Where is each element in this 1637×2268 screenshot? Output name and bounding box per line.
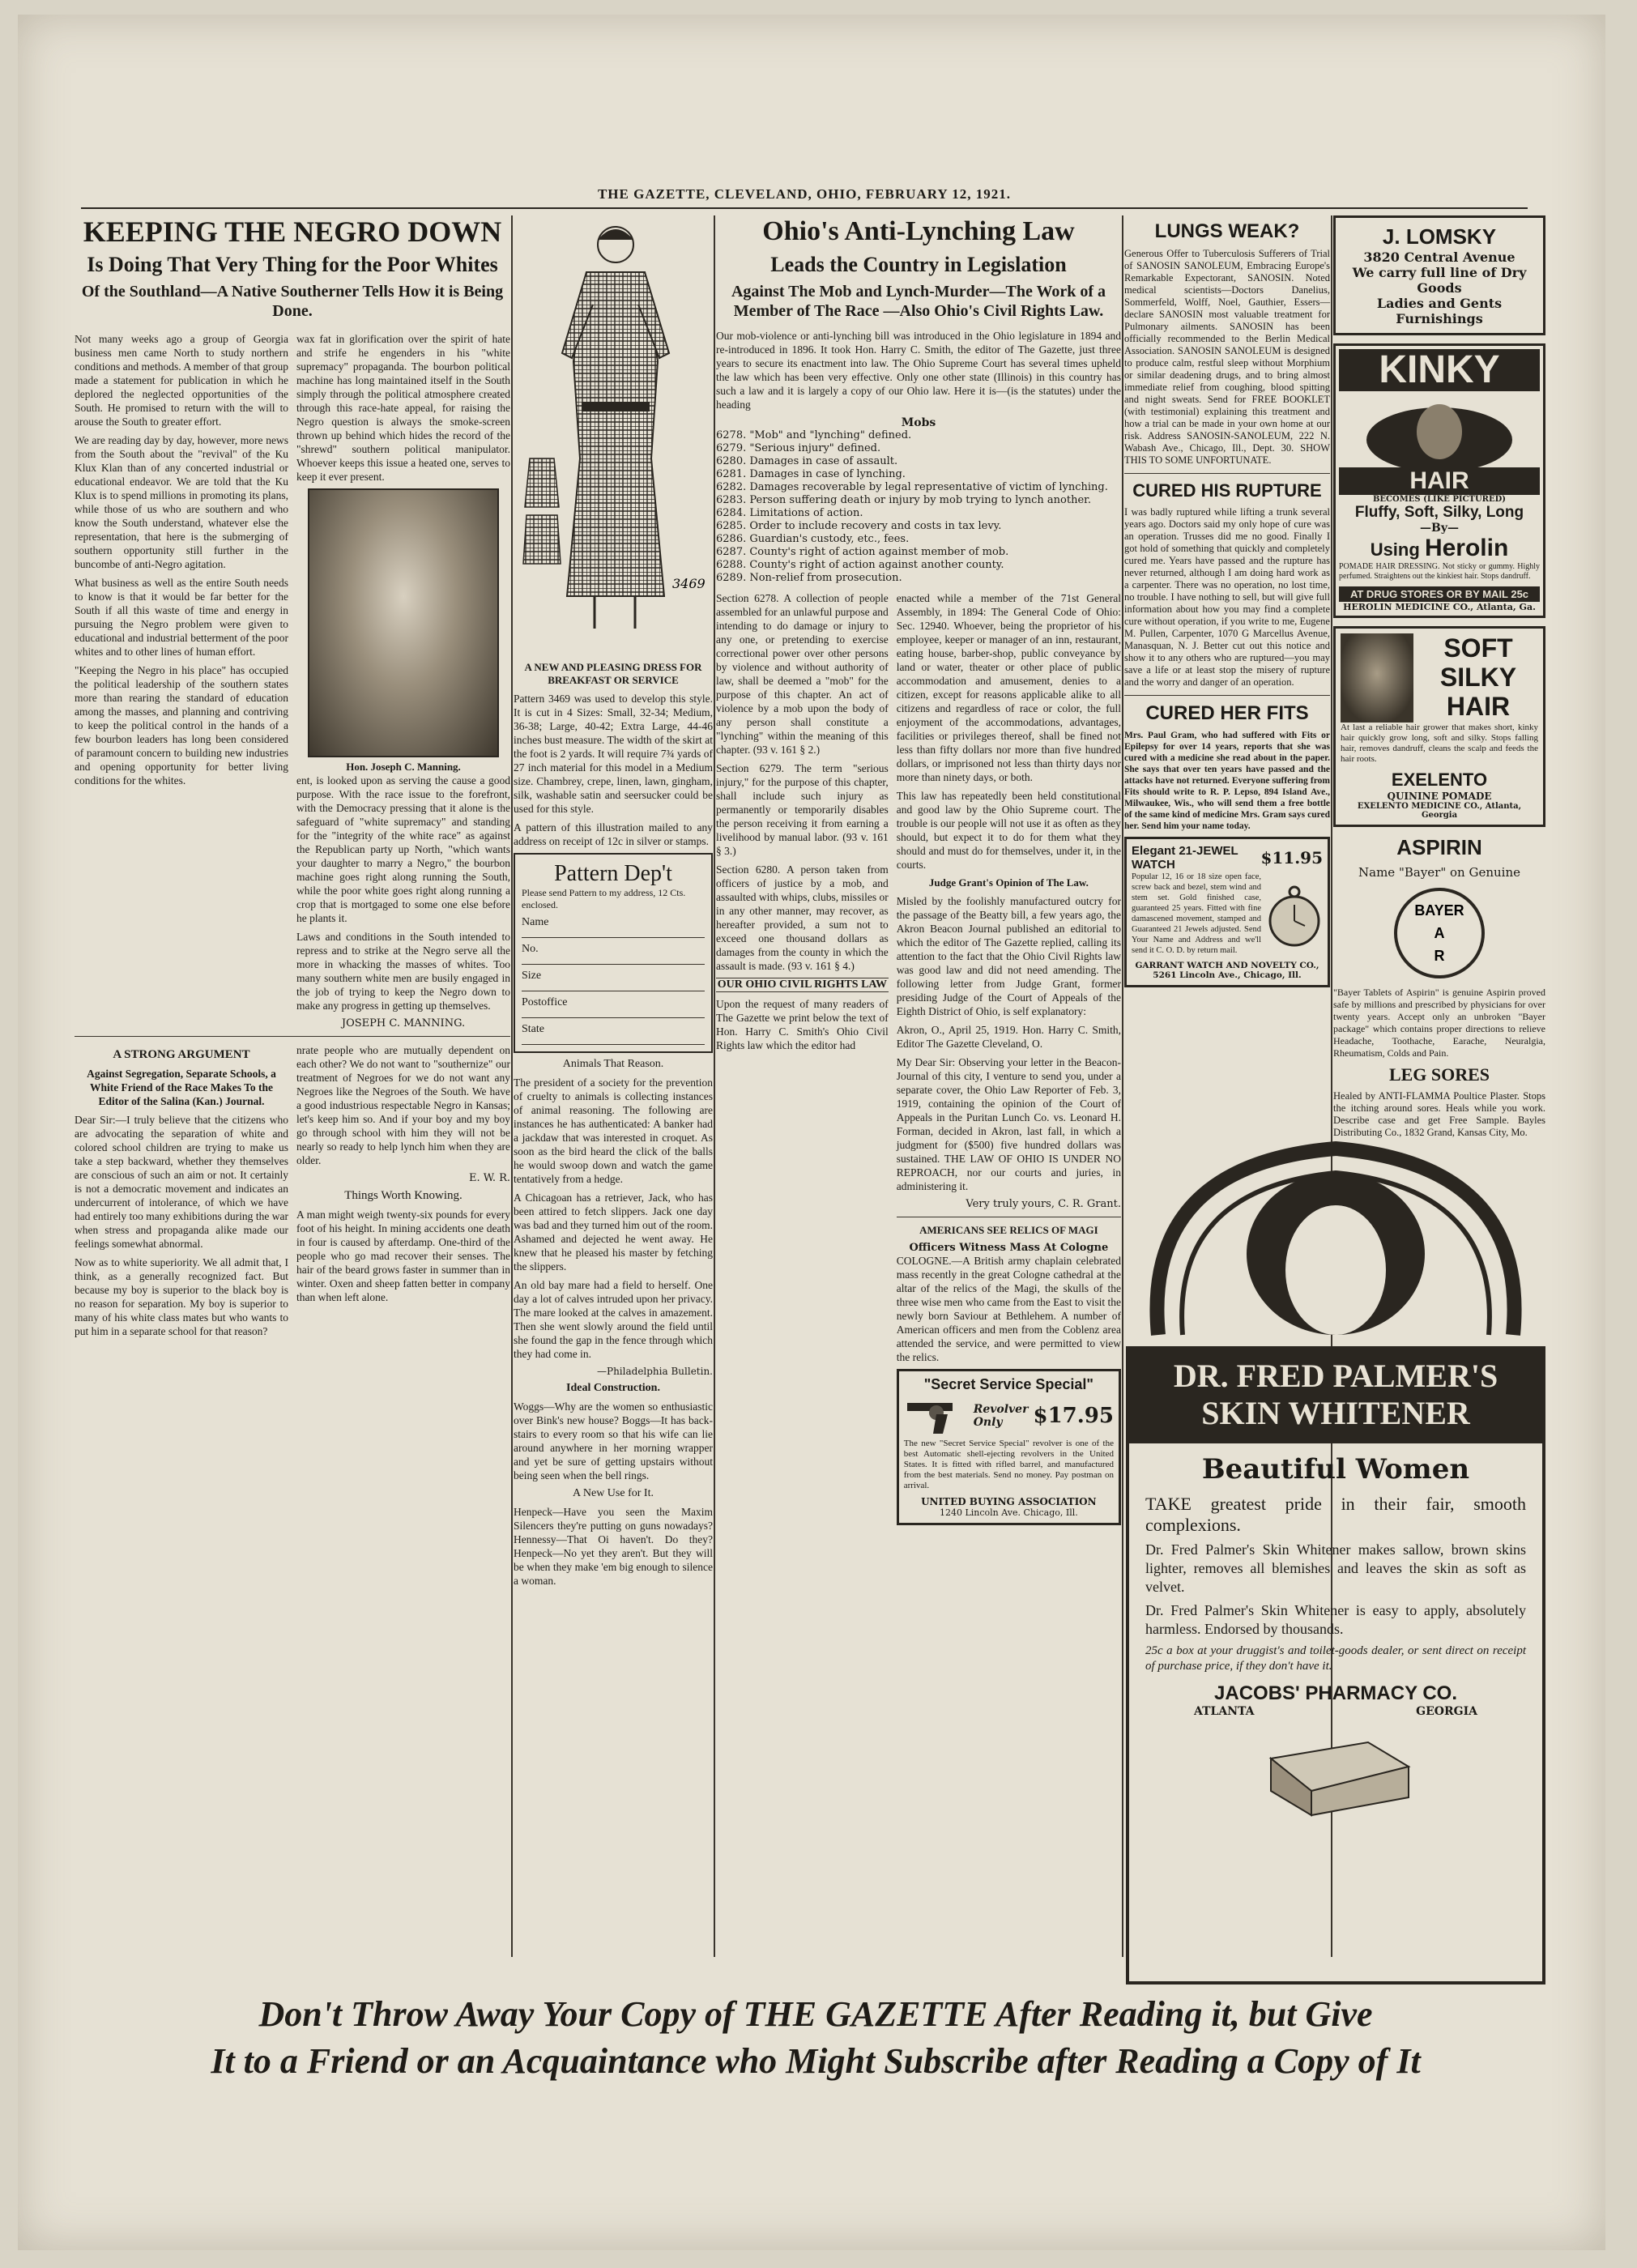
paragraph: Not many weeks ago a group of Georgia business men came North to study northern conditions and methods. A member of that group made a statement for publication in which he deplored the neglected opportunities of the South. He promised to return with the will to arouse the South to greater effort.	[75, 333, 288, 428]
column-advertisements	[1124, 215, 1330, 1106]
ad-title: CURED HER FITS	[1145, 702, 1309, 724]
ad-text: Generous Offer to Tuberculosis Sufferers of Trial of SANOSIN SANOLEUM, Embracing Europe's Remarkable Expectorant, SANOSIN. Noted medical scientists—Doctors Danelius, Sommerfeld, Wolff, Noel, Gauthier, Essers—declare SANOSIN most valuable treatment for Pulmonary ailments. SANOSIN has been officially recommended to the Berlin Medical Association. SANOSIN SANOLEUM is designed to produce calm, restful sleep without Morphium or similar deadening drugs, and to bring almost immediate relief from coughing, blood spitting and night sweats. Send for FREE BOOKLET (with testimonial) explaining this treatment and how a trial can be made in your own home at our risk. Address SANOSIN-SANOLEUM, 222 N. Wabash Ave., Chicago, Ill., Dept. 30. SHOW THIS TO SOME UNFORTUNATE.	[1124, 248, 1330, 466]
ad-text: Popular 12, 16 or 18 size open face, screw back and bezel, stem wind and stem set. Gold finished case, guaranteed 25 years. Fitted with fine damascened movement, stamped and Guaranteed 21 Jewels adjusted. Send Your Name and Address and we'll send it C. O. D. by return mail.	[1132, 872, 1261, 955]
ad-title: CURED HIS RUPTURE	[1132, 480, 1322, 501]
svg-text:BAYER: BAYER	[1414, 902, 1464, 919]
section-item: 6287. County's right of action against member of mob.	[716, 546, 1009, 558]
paragraph: Laws and conditions in the South intended to repress and to strike at the Negro serve all the more in whacking the masses of whites. Too many southern white men are busily engaged in the job of trying to keep the Negro down to make any progress in getting up themselves.	[296, 931, 510, 1012]
form-field-state[interactable]: State	[522, 1023, 705, 1045]
subheading: OUR OHIO CIVIL RIGHTS LAW	[717, 978, 887, 991]
article-anti-lynching-law	[716, 215, 1121, 1965]
ad-title: J. LOMSKY	[1382, 224, 1497, 249]
product-box-illustration	[1255, 1726, 1417, 1815]
section-item: 6288. County's right of action against another county.	[716, 559, 1004, 571]
paragraph: We are reading day by day, however, more news from the South about the "revival" of the Ku Klux Klan than of any concerted industrial or educational endeavor. We are told that the Ku Klux is to spend millions in promoting its plans, while those of us who are southern and who know the South understand, whatever else the representation, that here is the submerging of southern opportunity still further in the buncombe of anti-Negro agitation.	[75, 434, 288, 570]
footer-banner	[115, 1991, 1516, 2085]
column-advertisements-right	[1333, 215, 1545, 1138]
ad-title: HAIR	[1339, 467, 1540, 495]
footer-line: It to a Friend or an Acquaintance who Might Subscribe after Reading a Copy of It	[211, 2041, 1421, 2081]
ad-price: AT DRUG STORES OR BY MAIL 25c	[1339, 586, 1540, 602]
subheading: Animals That Reason.	[562, 1058, 664, 1070]
section-heading: Mobs	[901, 416, 936, 429]
newspaper-page	[18, 15, 1605, 2250]
section-item: 6284. Limitations of action.	[716, 507, 863, 519]
section-item: 6282. Damages recoverable by legal representative of victim of lynching.	[716, 481, 1108, 493]
paragraph: enacted while a member of the 71st General Assembly, in 1894: The General Code of Ohio: Sec. 12940. Whoever, being the proprietor of his employee, keeper or manager of an inn, restaurant, eating house, barber-shop, public conveyance by land or water, theater or other place of public accommodation and amusement, denies to a citizen, except for reasons applicable alike to all citizens and regardless of race or color, the full enjoyment of the accommodations, advantages, facilities or privileges thereof, shall be fined not less than fifty dollars nor more than five hundred dollars, or imprisoned not less than thirty days nor more than ninety days, or both.	[896, 592, 1121, 783]
paragraph: Section 6279. The term "serious injury," for the purpose of this chapter, shall include such injury as permanently or temporarily disables the person receiving it from earning a livelihood by manual labor. (93 v. 161 § 3.)	[716, 762, 889, 857]
ad-title: Elegant 21-JEWEL WATCH	[1132, 844, 1238, 872]
ad-text: TAKE greatest pride in their fair, smooth complexions.	[1145, 1494, 1526, 1535]
ad-text: Dr. Fred Palmer's Skin Whitener is easy to apply, absolutely harmless. Endorsed by thousands.	[1145, 1602, 1526, 1637]
ad-brand: EXELENTO	[1391, 770, 1488, 790]
ad-text: Ladies and Gents Furnishings	[1376, 296, 1503, 326]
bayer-cross-logo	[1383, 885, 1496, 982]
ad-title: DR. FRED PALMER'S	[1173, 1358, 1498, 1394]
form-field-postoffice[interactable]: Postoffice	[522, 996, 705, 1018]
ad-city: GEORGIA	[1416, 1705, 1477, 1718]
pattern-number: 3469	[672, 576, 706, 591]
footer-line: Don't Throw Away Your Copy of THE GAZETTE After Reading it, but Give	[258, 1994, 1373, 2034]
signature: —Philadelphia Bulletin.	[597, 1366, 713, 1377]
deck: Of the Southland—A Native Southerner Tells How it is Being Done.	[81, 283, 504, 320]
form-field-size[interactable]: Size	[522, 970, 705, 991]
paragraph: Woggs—Why are the women so enthusiastic over Bink's new house? Boggs—It has back-stairs to every room so that his wife can lie around anywhere in her morning wrapper and yet be sure of getting upstairs without being seen when the bell rings.	[514, 1400, 713, 1481]
watch-ad	[1124, 837, 1330, 987]
ad-title: LEG SORES	[1388, 1064, 1490, 1085]
paragraph: Section 6278. A collection of people assembled for an unlawful purpose and intending to do damage or injury to any one, or pretending to exercise correctional power over other persons by violence and without authority of law, shall be deemed a "mob" for the purpose of this chapter. An act of violence by a mob upon the body of any person shall constitute a "lynching" within the meaning of this chapter. (93 v. 161 § 2.)	[716, 592, 889, 756]
pattern-order-form	[514, 853, 713, 1053]
subheading: Judge Grant's Opinion of The Law.	[928, 876, 1089, 889]
exelento-ad	[1333, 626, 1545, 827]
ad-text: Name "Bayer" on Genuine	[1358, 865, 1520, 880]
paragraph: Section 6280. A person taken from officers of justice by a mob, and assaulted with whips, clubs, missiles or in any other manner, may recover, as hereafter provided, a sum not to exceed one thousand dollars as damages from the county in which the assault is made. (93 v. 161 § 4.)	[716, 863, 889, 972]
ad-address: 3820 Central Avenue	[1363, 249, 1516, 265]
ad-company: HEROLIN MEDICINE CO., Atlanta, Ga.	[1343, 602, 1536, 612]
paragraph: Our mob-violence or anti-lynching bill was introduced in the Ohio legislature in 1894 and re-introduced in 1896. It took Hon. Harry C. Smith, the editor of The Gazette, just three years to secure its enactment into law. The Ohio Supreme Court has several times upheld the law which has been very effective. Only one other state (Illinois) in this country has such a law and it is largely a copy of our Ohio law. Here it is—(is the statutes) under the heading	[716, 330, 1121, 411]
section-item: 6286. Guardian's custody, etc., fees.	[716, 533, 910, 545]
section-item: 6280. Damages in case of assault.	[716, 455, 898, 467]
paragraph: Henpeck—Have you seen the Maxim Silencers they're putting on guns nowadays? Hennessy—That Oi haven't. Do they? Henpeck—No yet they aren't. But they will be when they make 'em big enough to silence a woman.	[514, 1506, 713, 1587]
ad-company: UNITED BUYING ASSOCIATION	[921, 1496, 1097, 1507]
skin-whitener-ad	[1126, 1132, 1545, 1942]
signature: E. W. R.	[468, 1172, 510, 1184]
ad-text: 25c a box at your druggist's and toilet-goods dealer, or sent direct on receipt of purchase price, if they don't have it.	[1145, 1644, 1526, 1673]
section-item: 6279. "Serious injury" defined.	[716, 442, 881, 454]
paragraph: An old bay mare had a field to herself. One day a lot of calves intruded upon her privacy. The mare looked at the calves in amazement. Then she went slowly around the field until she found the gap in the fence through which they had come in.	[514, 1279, 713, 1360]
svg-text:R: R	[1434, 948, 1445, 964]
ad-subtitle: Revolver Only	[973, 1403, 1029, 1429]
ad-title: SKIN WHITENER	[1201, 1395, 1470, 1431]
ad-text: —By—	[1420, 522, 1459, 535]
ad-text: Healed by ANTI-FLAMMA Poultice Plaster. Stops the itching around sores. Heals while you work. Describe case and get Free Sample. Bayles Distributing Co., 1832 Grand, Kansas City, Mo.	[1333, 1090, 1545, 1138]
form-title: Pattern Dep't	[554, 861, 672, 886]
section-item: 6289. Non-relief from prosecution.	[716, 572, 902, 584]
ad-text: Fluffy, Soft, Silky, Long	[1354, 504, 1524, 521]
paragraph: ent, is looked upon as serving the cause a good purpose. With the race issue to the forefront, with the Democracy pressing that it alone is the safeguard of "white supremacy" and standing for the "integrity of the white race" as against the Republican party up North, "which wants your daughter to marry a Negro," the bourbon machine goes right along running the South, while the poor white goes right along running a crop that is mortgaged to some one else before he plants it.	[296, 774, 510, 924]
article-keeping-negro-down	[75, 215, 510, 1965]
column-rule	[714, 215, 715, 1957]
column-rule	[511, 215, 513, 1957]
portrait-photo	[308, 488, 499, 757]
paragraph: A pattern of this illustration mailed to any address on receipt of 12c in silver or stamps.	[514, 821, 713, 847]
section-item: 6285. Order to include recovery and costs in tax levy.	[716, 520, 1002, 532]
signature: Very truly yours, C. R. Grant.	[966, 1198, 1121, 1210]
paragraph: A man might weigh twenty-six pounds for every foot of his height. In mining accidents one death in four is caused by afterdamp. One-third of the people who go mad recover their senses. The hair of the beard grows faster in summer than in winter. Oxen and sheep fatten better in company than when left alone.	[296, 1209, 510, 1303]
masthead: THE GAZETTE, CLEVELAND, OHIO, FEBRUARY 12, 1921.	[81, 186, 1528, 209]
svg-text:A: A	[1434, 925, 1445, 941]
headline: Ohio's Anti-Lynching Law	[762, 216, 1075, 246]
ad-company: JACOBS' PHARMACY CO.	[1214, 1682, 1457, 1704]
subheading: Things Worth Knowing.	[344, 1189, 463, 1202]
ad-text: Mrs. Paul Gram, who had suffered with Fits or Epilepsy for over 14 years, reports that she was cured with a medicine she read about in the paper. She says that over ten years have passed and the attacks have not returned. Everyone suffering from Fits should write to R. P. Lepso, 894 Island Ave., Milwaukee, Wis., who will send them a free bottle of the same kind of medicine Mrs. Gram says cured her. Send him your name today.	[1124, 731, 1330, 831]
ad-title: ASPIRIN	[1396, 835, 1482, 859]
ad-company: EXELENTO MEDICINE CO., Atlanta, Georgia	[1357, 802, 1522, 820]
paragraph: wax fat in glorification over the spirit of hate and strife he engenders in his "white supremacy" propaganda. The bourbon political machine has long maintained itself in the South simply through the political atmosphere created through this race-hate appeal, for raising the Negro question is always the smoke-screen thrown up behind which hides the record of the "shrewd" southern political manipulator. Whoever keeps this issue a heated one, serves to keep it ever present.	[296, 333, 510, 483]
paragraph: Misled by the foolishly manufactured outcry for the passage of the Beatty bill, a few years ago, the Akron Beacon Journal published an editorial to which the editor of The Gazette replied, calling its attention to the fact that the Ohio Civil Rights law was good law and did not need amending. The following letter from Judge Grant, former presiding Judge of the Court of Appeals of the Eighth District of Ohio, is self explanatory:	[896, 895, 1121, 1017]
ad-text: QUININE POMADE	[1387, 791, 1492, 802]
signature: JOSEPH C. MANNING.	[341, 1017, 466, 1030]
form-text: Please send Pattern to my address, 12 Cts. enclosed.	[522, 887, 686, 910]
ad-text: Using	[1370, 539, 1420, 560]
woman-portrait-illustration	[1358, 391, 1520, 464]
column-pattern	[514, 215, 713, 1965]
subheading: A STRONG ARGUMENT	[113, 1048, 250, 1061]
subheading: AMERICANS SEE RELICS OF MAGI	[919, 1224, 1098, 1236]
section-list	[716, 429, 1121, 585]
paragraph: nrate people who are mutually dependent on each other? We do not want to "southernize" our treatment of Negroes for we do not want any Negroes like the Negroes of the South. We have a good industrious respectable Negro in Kansas; let's keep him so. And if your boy and my boy go through school with him they will not be nearly so ready to help lynch him when they are older.	[296, 1044, 510, 1166]
paragraph: Akron, O., April 25, 1919. Hon. Harry C. Smith, Editor The Gazette Cleveland, O.	[896, 1024, 1121, 1050]
form-field-name[interactable]: Name	[522, 916, 705, 938]
paragraph: My Dear Sir: Observing your letter in the Beacon-Journal of this city, I venture to send you, under a separate cover, the Ohio Law Reporter of Feb. 3, 1919, containing the opinion of the Court of Appeals in the Puritan Lunch Co. vs. Leonard H. Forman, decided in Akron, last fall, in which a judgment for ($500) five hundred dollars was sustained. THE LAW OF OHIO IS UNDER NO REPROACH, nor our courts and juries, in administering it.	[896, 1056, 1121, 1192]
paragraph: What business as well as the entire South needs to know is that it would be far better for the South if all this waste of time and energy in pursuing the Negro problem were given to educational and industrial betterment of the poor whites and to other lines of human effort.	[75, 577, 288, 658]
ad-title: KINKY	[1339, 349, 1540, 391]
watch-icon	[1266, 884, 1323, 949]
section-item: 6281. Damages in case of lynching.	[716, 468, 906, 480]
ad-price: $17.95	[1033, 1404, 1114, 1428]
ad-headline: Beautiful Women	[1201, 1453, 1470, 1486]
subheading: Ideal Construction.	[566, 1382, 660, 1394]
section-item: 6283. Person suffering death or injury by mob trying to lynch another.	[716, 494, 1092, 506]
ad-text: POMADE HAIR DRESSING. Not sticky or gummy. Highly perfumed. Straightens out the kinkiest hair. Stops dandruff.	[1339, 562, 1540, 581]
ad-city: ATLANTA	[1194, 1705, 1255, 1718]
dress-illustration	[514, 215, 713, 653]
paragraph: The president of a society for the prevention of cruelty to animals is collecting instances of animal reasoning. The following are instances he has authenticated: A banker had a jackdaw that was interested in croquet. As soon as the bird heard the click of the balls he would swoop down and watch the game tentatively from a hedge.	[514, 1076, 713, 1185]
paragraph: Dear Sir:—I truly believe that the citizens who are advocating the separation of white and colored school children are trying to make us take a step backward, whether they themselves are conscious of such an aim or not. It certainly is not a democratic movement and indicates an undercurrent of intolerance, of which we have had entirely too many exhibitions during the war when stress and propaganda alike made our feelings somewhat abnormal.	[75, 1114, 288, 1250]
deck: Leads the Country in Legislation	[770, 253, 1067, 276]
ad-title: LUNGS WEAK?	[1154, 220, 1300, 242]
deck: Is Doing That Very Thing for the Poor Whites	[87, 253, 498, 276]
ad-text: "Bayer Tablets of Aspirin" is genuine Aspirin proved safe by millions and prescribed by physicians for over twenty years. Accept only an unbroken "Bayer package" which contains proper directions to relieve Headache, Toothache, Earache, Neuralgia, Rheumatism, Colds and Pain.	[1333, 987, 1545, 1059]
paragraph: Pattern 3469 was used to develop this style. It is cut in 4 Sizes: Small, 32-34; Medium, 36-38; Large, 40-42; Extra Large, 44-46 inches bust measure. The width of the skirt at the foot is 2 yards. It will require 7¾ yards of 27 inch material for this model in a Medium size. Chambrey, crepe, linen, lawn, gingham, silk, washable satin and seersucker could be used for this style.	[514, 693, 713, 815]
form-field-no[interactable]: No.	[522, 943, 705, 965]
revolver-ad	[897, 1369, 1121, 1525]
ad-company: GARRANT WATCH AND NOVELTY CO., 5261 Lincoln Ave., Chicago, Ill.	[1135, 961, 1319, 980]
lomsky-ad	[1333, 215, 1545, 335]
pattern-title: A NEW AND PLEASING DRESS FOR BREAKFAST OR SERVICE	[524, 661, 702, 686]
paragraph: Now as to white superiority. We all admit that, I think, as a generally recognized fact. But because my boy is superior to the black boy is no reason for separation. My boy is superior to many of his white class mates but who wants to put him in a separate school for that reason?	[75, 1256, 288, 1337]
column-rule	[1122, 215, 1123, 1957]
woman-portrait-illustration	[1126, 1132, 1545, 1343]
deck: Against The Mob and Lynch-Murder—The Work of a Member of The Race —Also Ohio's Civil Rights Law.	[731, 283, 1106, 320]
ad-price: $11.95	[1260, 848, 1323, 868]
paragraph: COLOGNE.—A British army chaplain celebrated mass recently in the great Cologne cathedral at the altar of the relics of the Magi, the skulls of the three wise men who came from the East to visit the newly born Saviour at Bethlehem. A number of American officers and men from the Coblenz area attended the service, and were permitted to view the relics.	[896, 1255, 1121, 1363]
subheading: A New Use for It.	[573, 1487, 654, 1499]
section-item: 6278. "Mob" and "lynching" defined.	[716, 429, 912, 441]
ad-text: Dr. Fred Palmer's Skin Whitener makes sallow, brown skins lighter, removes all blemishes and leaves the skin as soft as velvet.	[1145, 1541, 1526, 1595]
woman-photo	[1341, 633, 1413, 723]
paragraph: "Keeping the Negro in his place" has occupied the political leadership of the southern states more than rearing the standard of education among the masses, and planning and contriving to keep the political control in the hands of a few bourbon leaders has long been considered of paramount concern to building new industries and opening opportunity for better living conditions for the whites.	[75, 664, 288, 787]
subdeck: Officers Witness Mass At Cologne	[909, 1242, 1109, 1254]
ad-title: "Secret Service Special"	[923, 1376, 1093, 1392]
subdeck: Against Segregation, Separate Schools, a White Friend of the Race Makes To the Editor of the Salina (Kan.) Journal.	[87, 1068, 276, 1107]
ad-title: SOFT SILKY HAIR	[1439, 633, 1517, 721]
paragraph: This law has repeatedly been held constitutional and good law by the Ohio Supreme court. The trouble is our people will not use it as often as they should, but expect it to do for them what they should and must do for themselves, under it, in the courts.	[896, 790, 1121, 871]
headline: KEEPING THE NEGRO DOWN	[83, 215, 502, 248]
herolin-ad	[1333, 343, 1545, 618]
portrait-caption: Hon. Joseph C. Manning.	[346, 761, 461, 773]
paragraph: A Chicagoan has a retriever, Jack, who has been attired to fetch slippers. Jack one day was bad and they turned him out of the room. Ashamed and dejected he went away. He knew that he pleased his master by fetching the slippers.	[514, 1192, 713, 1273]
revolver-icon	[904, 1396, 969, 1435]
paragraph: Upon the request of many readers of The Gazette we print below the text of Hon. Harry C. Smith's Ohio Civil Rights law which the editor had	[716, 998, 889, 1051]
ad-address: 1240 Lincoln Ave. Chicago, Ill.	[939, 1507, 1078, 1518]
ad-text: At last a reliable hair grower that makes short, kinky hair quickly grow long, soft and silky. Stops falling hair, removes dandruff, cleans the scalp and feeds the hair roots.	[1341, 723, 1538, 764]
ad-text: The new "Secret Service Special" revolver is one of the best Automatic shell-ejecting revolvers in the United States. It is fitted with rifled barrel, and manufactured from the best materials. Send no money. Pay postman on arrival.	[903, 1439, 1114, 1490]
ad-text: I was badly ruptured while lifting a trunk several years ago. Doctors said my only hope of cure was an operation. Trusses did me no good. Finally I got hold of something that quickly and completely cured me. Years have passed and the rupture has never returned, although I am doing hard work as a carpenter. There was no operation, no lost time, no trouble. I have nothing to sell, but will give full information about how you may find a complete cure without operation, if you write to me, Eugene M. Pullen, Carpenter, 1070 G Marcellus Avenue, Manasquan, N. J. Better cut out this notice and show it to any others who are ruptured—you may save a life or at least stop the misery of rupture and the worry and danger of an operation.	[1124, 506, 1330, 688]
ad-text: We carry full line of Dry Goods	[1352, 265, 1527, 296]
ad-brand: Herolin	[1424, 535, 1509, 561]
ad-text: BECOMES (LIKE PICTURED)	[1372, 495, 1507, 504]
